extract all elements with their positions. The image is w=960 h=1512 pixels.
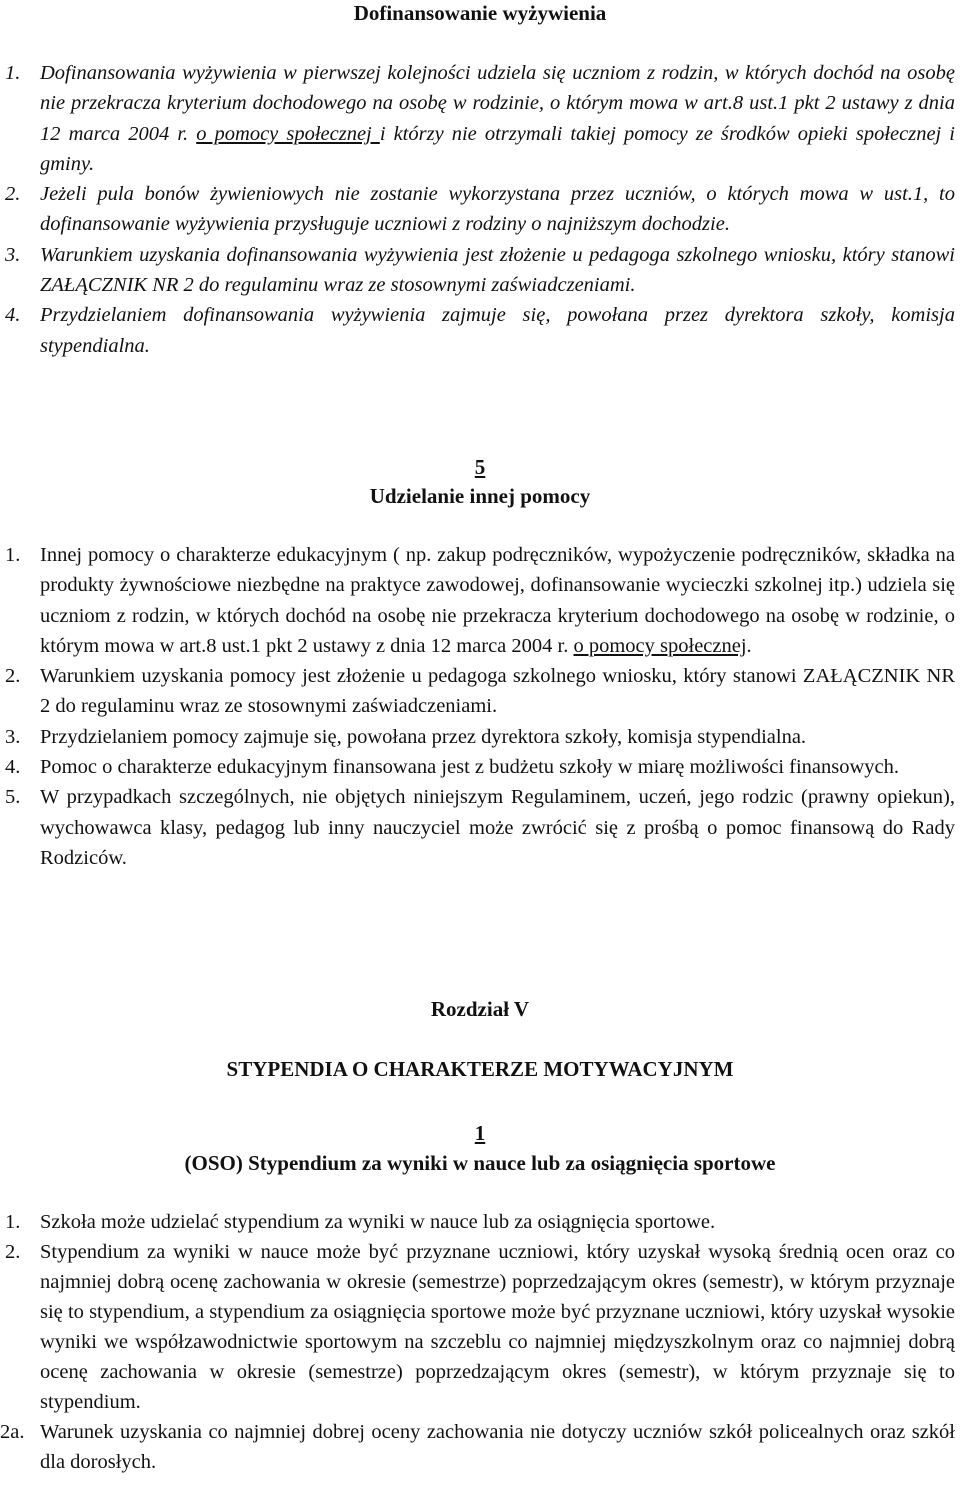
item-number: 2. [5,1241,21,1263]
list-item [0,1417,960,1477]
list-item [0,722,960,752]
item-text: Dofinansowania wyżywienia w pierwszej kolejności udziela się uczniom z rodzin, w których dochód na osobę nie przekracza kryterium dochodowego na osobę w rodzinie, o którym mowa w art.8 ust.1 pkt 2 ustawy z dnia 12 marca 2004 r. o pomocy społecznej i którzy nie otrzymali takiej pomocy ze środków opieki społecznej i gminy. [40,62,955,175]
list-stypendium [0,1207,960,1477]
item-number: 2. [5,183,21,206]
heading-dofinansowanie: Dofinansowanie wyżywienia [353,1,607,25]
list-item [0,58,960,179]
item-text: Przydzielaniem pomocy zajmuje się, powołana przez dyrektora szkoły, komisja stypendialna. [40,725,807,748]
list-item [0,1237,960,1417]
section-title: Udzielanie innej pomocy [369,484,591,508]
section-title: (OSO) Stypendium za wyniki w nauce lub za osiągnięcia sportowe [184,1151,776,1175]
item-number: 4. [5,756,21,779]
list-dofinansowanie [0,58,960,361]
item-number: 1. [5,1211,21,1233]
item-number: 1. [5,62,21,84]
item-text: Warunkiem uzyskania pomocy jest złożenie u pedagoga szkolnego wniosku, który stanowi ZAŁĄCZNIK NR 2 do regulaminu wraz ze stosownymi zaświadczeniami. [40,665,955,718]
item-number: 3. [5,725,21,748]
item-text: Warunek uzyskania co najmniej dobrej oceny zachowania nie dotyczy uczniów szkół policealnych oraz szkół dla dorosłych. [40,1421,955,1473]
list-item [0,300,960,361]
item-number: 5. [5,786,21,809]
item-text: Szkoła może udzielać stypendium za wyniki w nauce lub za osiągnięcia sportowe. [40,1211,716,1233]
item-text: Pomoc o charakterze edukacyjnym finansowana jest z budżetu szkoły w miarę możliwości finansowych. [40,756,900,779]
law-link: o pomocy społecznej [196,122,380,145]
item-text: W przypadkach szczególnych, nie objętych niniejszym Regulaminem, uczeń, jego rodzic (prawny opiekun), wychowawca klasy, pedagog lub inny nauczyciel może zwrócić się z prośbą o pomoc finansową do Rady Rodziców. [40,786,955,869]
list-item [0,752,960,782]
list-item [0,179,960,240]
item-text: Jeżeli pula bonów żywieniowych nie zostanie wykorzystana przez uczniów, o których mowa w ust.1, to dofinansowanie wyżywienia przysługuje uczniowi z rodziny o najniższym dochodzie. [40,183,955,236]
item-number: 2. [5,665,21,688]
item-text: Innej pomocy o charakterze edukacyjnym ( np. zakup podręczników, wypożyczenie podręczników, składka na produkty żywnościowe niezbędne na praktyce zawodowej, dofinansowanie wycieczki szkolnej itp.) udziela się uczniom z rodzin, w których dochód na osobę nie przekracza kryterium dochodowego na osobę w rodzinie, o którym mowa w art.8 ust.1 pkt 2 ustawy z dnia 12 marca 2004 r. o pomocy społecznej. [40,544,955,657]
chapter-title: STYPENDIA O CHARAKTERZE MOTYWACYJNYM [226,1057,734,1081]
list-item [0,240,960,301]
item-number: 3. [5,243,21,266]
list-item [0,540,960,661]
list-item [0,661,960,722]
item-text: Przydzielaniem dofinansowania wyżywienia zajmuje się, powołana przez dyrektora szkoły, komisja stypendialna. [40,304,955,357]
item-text: Stypendium za wyniki w nauce może być przyznane uczniowi, który uzyskał wysoką średnią ocen oraz co najmniej dobrą ocenę zachowania w okresie (semestrze) poprzedzającym okres (semestr), w którym przyznaje się to stypendium, a stypendium za osiągnięcia sportowe może być przyznane uczniowi, który uzyskał wysokie wyniki we współzawodnictwie sportowym na szczeblu co najmniej międzyszkolnym oraz co najmniej dobrą ocenę zachowania w okresie (semestrze) poprzedzającym okres (semestr), w którym przyznaje się to stypendium. [40,1241,955,1413]
law-link: o pomocy społecznej [573,634,747,657]
item-number: 2a. [0,1421,25,1443]
section-number: 5 [474,455,486,479]
item-text: Warunkiem uzyskania dofinansowania wyżywienia jest złożenie u pedagoga szkolnego wniosku, który stanowi ZAŁĄCZNIK NR 2 do regulaminu wraz ze stosownymi zaświadczeniami. [40,243,955,297]
item-number: 1. [5,544,21,566]
list-item [0,1207,960,1237]
section-number: 1 [474,1121,486,1145]
list-inna-pomoc [0,540,960,873]
chapter-heading: Rozdział V [430,997,530,1021]
list-item [0,782,960,873]
item-number: 4. [5,304,21,327]
